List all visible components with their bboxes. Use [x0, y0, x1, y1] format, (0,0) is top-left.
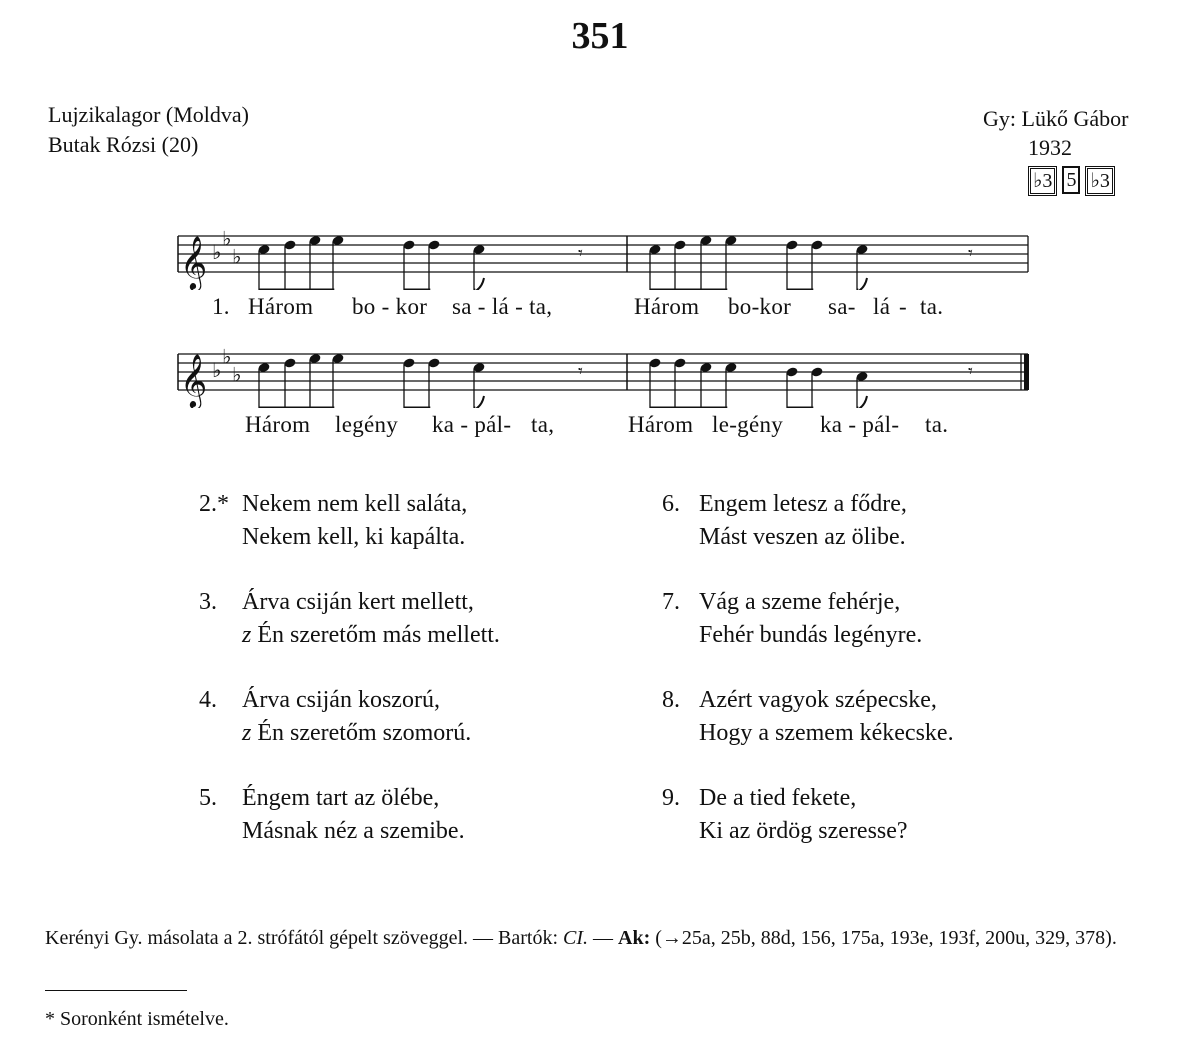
eighth-rest: 𝄾 [968, 243, 973, 264]
verse-line: z Én szeretőm szomorú. [242, 720, 472, 746]
lyric-syllable: - [899, 294, 907, 319]
tone-box: 5 [1062, 166, 1080, 194]
source-note-dash: — [588, 927, 618, 949]
footnote-divider [45, 990, 187, 991]
verse-number: 2.* [199, 491, 229, 517]
source-note-bold: Ak: [618, 927, 651, 949]
verse-number: 4. [199, 687, 217, 713]
asterisk-note: * Soronként ismételve. [45, 1008, 229, 1030]
source-note [45, 923, 1165, 953]
lyric-syllable: bo-kor [728, 294, 792, 319]
beam [259, 407, 334, 409]
verse-line: De a tied fekete, [699, 785, 857, 811]
verse-line: z Én szeretőm más mellett. [242, 622, 500, 648]
beam [404, 289, 430, 291]
beam [650, 289, 727, 291]
tone-boxes [1028, 166, 1115, 196]
verse-line: Hogy a szemem kékecske. [699, 720, 954, 746]
verse-stanza [662, 586, 1122, 656]
tone-box: ♭3 [1085, 166, 1114, 196]
note-flag [474, 396, 484, 408]
lyric-syllable: bo - kor [352, 294, 428, 319]
singer: Butak Rózsi (20) [48, 132, 199, 157]
note-flag [857, 278, 867, 290]
beam [474, 289, 475, 291]
beam [650, 407, 727, 409]
source-note-italic: CI. [563, 927, 588, 949]
beam [474, 407, 475, 409]
verse-line: Fehér bundás legényre. [699, 622, 923, 648]
lyric-syllable: lá [873, 294, 891, 319]
lyric-syllable: ka - pál- [432, 412, 512, 437]
page-number: 351 [571, 15, 629, 57]
lyric-syllable: Három [628, 412, 694, 437]
lyric-syllable: Három [245, 412, 311, 437]
verse-line: Árva csiján kert mellett, [242, 589, 474, 615]
beam [404, 407, 430, 409]
music-staff-1 [0, 220, 1200, 290]
beam [787, 407, 813, 409]
lyric-syllable: sa- [828, 294, 856, 319]
beam [857, 289, 858, 291]
verse-number: 8. [662, 687, 680, 713]
beam [787, 289, 813, 291]
final-bar-thick [1024, 354, 1029, 390]
verse-stanza [199, 782, 659, 852]
lyric-syllable: Három [634, 294, 700, 319]
verse-number: 6. [662, 491, 680, 517]
verse-number: 7. [662, 589, 680, 615]
lyric-syllable: ta, [531, 412, 555, 437]
eighth-rest: 𝄾 [578, 243, 583, 264]
verse-line-prefix: z [242, 720, 252, 746]
eighth-rest: 𝄾 [968, 361, 973, 382]
treble-clef: 𝄞 [180, 235, 208, 289]
verse-stanza [662, 782, 1122, 852]
verse-line: Nekem nem kell saláta, [242, 491, 468, 517]
flat-sign: ♭ [222, 344, 232, 369]
verse-line: Éngem tart az ölébe, [242, 785, 440, 811]
treble-clef: 𝄞 [180, 353, 208, 407]
verse-line: Nekem kell, ki kapálta. [242, 524, 466, 550]
beam [259, 289, 334, 291]
lyric-syllable: ta. [920, 294, 944, 319]
flat-sign: ♭ [232, 244, 242, 269]
verse-line: Vág a szeme fehérje, [699, 589, 901, 615]
verse-line: Azért vagyok szépecske, [699, 687, 937, 713]
source-note-text: Kerényi Gy. másolata a 2. strófától gépelt szöveggel. — Bartók: [45, 927, 563, 949]
note-flag [857, 396, 867, 408]
verse-stanza [662, 488, 1122, 558]
lyric-syllable: le-gény [712, 412, 784, 437]
lyric-syllable: ka - pál- [820, 412, 900, 437]
lyric-syllable: Három [248, 294, 314, 319]
verse-line: Mást veszen az ölibe. [699, 524, 906, 550]
verse-number: 3. [199, 589, 217, 615]
verse-stanza [199, 488, 659, 558]
tone-box: ♭3 [1028, 166, 1057, 196]
verse-line: Engem letesz a fődre, [699, 491, 907, 517]
collector: Gy: Lükő Gábor [983, 106, 1129, 131]
flat-sign: ♭ [232, 362, 242, 387]
verse-number: 5. [199, 785, 217, 811]
verse-line-prefix: z [242, 622, 252, 648]
verse-number: 9. [662, 785, 680, 811]
verse-stanza [662, 684, 1122, 754]
music-staff-2 [0, 338, 1200, 408]
lyric-syllable: sa - lá - ta, [452, 294, 553, 319]
beam [857, 407, 858, 409]
verse-line: Árva csiján koszorú, [242, 687, 440, 713]
location: Lujzikalagor (Moldva) [48, 102, 249, 127]
flat-sign: ♭ [212, 358, 222, 382]
flat-sign: ♭ [222, 226, 232, 251]
verse-line: Másnak néz a szemibe. [242, 818, 465, 844]
source-note-refs: (→25a, 25b, 88d, 156, 175a, 193e, 193f, 200u, 329, 378). [650, 927, 1117, 949]
note-flag [474, 278, 484, 290]
collection-year: 1932 [1028, 135, 1072, 160]
lyric-syllable: 1. [212, 294, 230, 319]
verse-line: Ki az ördög szeresse? [699, 818, 908, 844]
verse-stanza [199, 684, 659, 754]
verse-stanza [199, 586, 659, 656]
eighth-rest: 𝄾 [578, 361, 583, 382]
lyric-syllable: ta. [925, 412, 949, 437]
lyric-syllable: legény [335, 412, 399, 437]
flat-sign: ♭ [212, 240, 222, 264]
